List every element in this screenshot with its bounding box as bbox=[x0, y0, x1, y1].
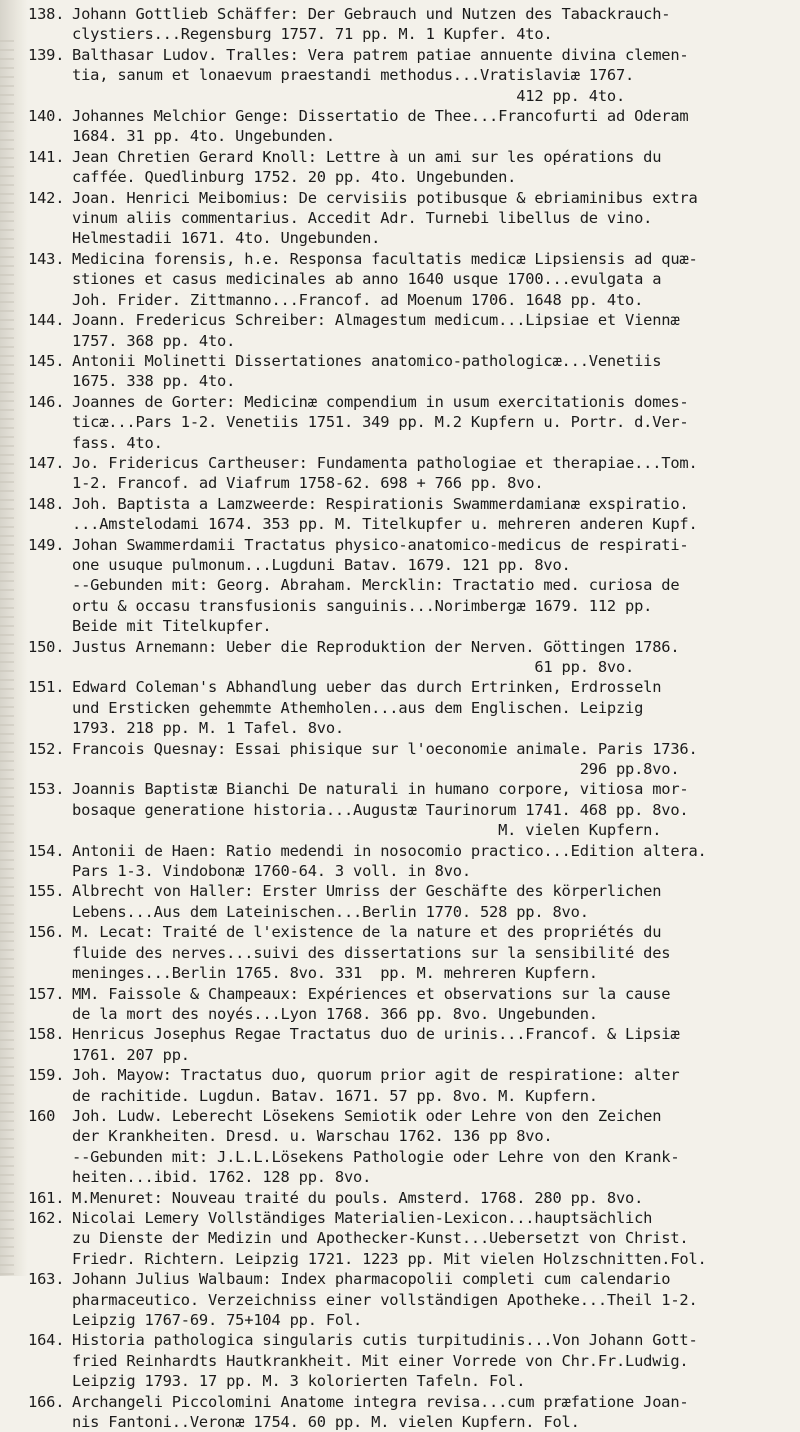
entry-number: 154. bbox=[28, 841, 65, 860]
entry-line: fluide des nerves...suivi des dissertations sur la sensibilité des bbox=[72, 943, 671, 962]
entry-line: heiten...ibid. 1762. 128 pp. 8vo. bbox=[72, 1168, 372, 1187]
entry-line: Joannes de Gorter: Medicinæ compendium in usum exercitationis domes- bbox=[72, 392, 689, 411]
entry-line: Medicina forensis, h.e. Responsa facultatis medicæ Lipsiensis ad quæ- bbox=[72, 249, 698, 268]
catalogue-entry bbox=[28, 1330, 798, 1391]
entry-line: vinum aliis commentarius. Accedit Adr. Turnebi libellus de vino. bbox=[72, 209, 653, 228]
catalogue-entry bbox=[28, 739, 798, 780]
entry-line: 412 pp. 4to. bbox=[72, 86, 626, 105]
entry-number: 164. bbox=[28, 1331, 65, 1350]
entry-text bbox=[72, 984, 798, 1025]
entry-line: bosaque generatione historia...Augustæ Taurinorum 1741. 468 pp. 8vo. bbox=[72, 800, 689, 819]
entry-number: 143. bbox=[28, 249, 65, 268]
entry-number: 152. bbox=[28, 739, 65, 758]
catalogue-entry bbox=[28, 494, 798, 535]
entry-number: 162. bbox=[28, 1208, 65, 1227]
entry-line: one usuque pulmonum...Lugduni Batav. 1679. 121 pp. 8vo. bbox=[72, 555, 571, 574]
catalogue-listing bbox=[28, 4, 798, 1432]
entry-line: meninges...Berlin 1765. 8vo. 331 pp. M. mehreren Kupfern. bbox=[72, 964, 598, 983]
entry-text bbox=[72, 779, 798, 840]
entry-line: Johan Swammerdamii Tractatus physico-anatomico-medicus de respirati- bbox=[72, 535, 689, 554]
entry-line: ...Amstelodami 1674. 353 pp. M. Titelkupfer u. mehreren anderen Kupf. bbox=[72, 515, 698, 534]
entry-line: Henricus Josephus Regae Tractatus duo de urinis...Francof. & Lipsiæ bbox=[72, 1025, 680, 1044]
entry-line: Joh. Baptista a Lamzweerde: Respirationis Swammerdamianæ exspiratio. bbox=[72, 494, 689, 513]
entry-line: clystiers...Regensburg 1757. 71 pp. M. 1 Kupfer. 4to. bbox=[72, 25, 553, 44]
catalogue-entry bbox=[28, 351, 798, 392]
entry-text bbox=[72, 249, 798, 310]
entry-number: 158. bbox=[28, 1025, 65, 1044]
catalogue-entry bbox=[28, 984, 798, 1025]
entry-line: 1684. 31 pp. 4to. Ungebunden. bbox=[72, 127, 335, 146]
entry-line: Antonii Molinetti Dissertationes anatomico-pathologicæ...Venetiis bbox=[72, 351, 662, 370]
entry-line: ortu & occasu transfusionis sanguinis...Norimbergæ 1679. 112 pp. bbox=[72, 596, 653, 615]
entry-text bbox=[72, 1065, 798, 1106]
entry-line: Archangeli Piccolomini Anatome integra revisa...cum præfatione Joan- bbox=[72, 1392, 689, 1411]
entry-line: M. Lecat: Traité de l'existence de la nature et des propriétés du bbox=[72, 923, 662, 942]
entry-text bbox=[72, 494, 798, 535]
entry-line: caffée. Quedlinburg 1752. 20 pp. 4to. Ungebunden. bbox=[72, 168, 517, 187]
entry-text bbox=[72, 188, 798, 249]
catalogue-entry bbox=[28, 249, 798, 310]
entry-number: 150. bbox=[28, 637, 65, 656]
entry-line: Balthasar Ludov. Tralles: Vera patrem patiae annuente divina clemen- bbox=[72, 45, 689, 64]
entry-line: Jo. Fridericus Cartheuser: Fundamenta pathologiae et therapiae...Tom. bbox=[72, 453, 698, 472]
entry-line: 1757. 368 pp. 4to. bbox=[72, 331, 236, 350]
entry-text bbox=[72, 45, 798, 106]
entry-line: Helmestadii 1671. 4to. Ungebunden. bbox=[72, 229, 381, 248]
entry-number: 159. bbox=[28, 1066, 65, 1085]
entry-text bbox=[72, 310, 798, 351]
entry-text bbox=[72, 147, 798, 188]
entry-number: 140. bbox=[28, 107, 65, 126]
entry-text bbox=[72, 453, 798, 494]
entry-text bbox=[72, 922, 798, 983]
catalogue-entry bbox=[28, 106, 798, 147]
entry-line: Joann. Fredericus Schreiber: Almagestum medicum...Lipsiae et Viennæ bbox=[72, 311, 680, 330]
entry-line: Edward Coleman's Abhandlung ueber das durch Ertrinken, Erdrosseln bbox=[72, 678, 662, 697]
entry-number: 148. bbox=[28, 494, 65, 513]
entry-number: 161. bbox=[28, 1188, 65, 1207]
entry-line: 61 pp. 8vo. bbox=[72, 658, 635, 676]
entry-line: der Krankheiten. Dresd. u. Warschau 1762. 136 pp 8vo. bbox=[72, 1127, 553, 1146]
entry-text bbox=[72, 535, 798, 637]
entry-text bbox=[72, 1269, 798, 1330]
entry-number: 146. bbox=[28, 392, 65, 411]
catalogue-entry bbox=[28, 45, 798, 106]
catalogue-entry bbox=[28, 392, 798, 453]
entry-line: Pars 1-3. Vindobonæ 1760-64. 3 voll. in 8vo. bbox=[72, 862, 471, 881]
entry-number: 163. bbox=[28, 1270, 65, 1289]
entry-text bbox=[72, 739, 798, 780]
entry-text bbox=[72, 392, 798, 453]
entry-line: zu Dienste der Medizin und Apothecker-Kunst...Uebersetzt von Christ. bbox=[72, 1229, 689, 1248]
entry-line: tia, sanum et lonaevum praestandi methodus...Vratislaviæ 1767. bbox=[72, 66, 635, 85]
entry-line: Albrecht von Haller: Erster Umriss der Geschäfte des körperlichen bbox=[72, 882, 662, 901]
entry-number: 160 bbox=[28, 1106, 56, 1125]
catalogue-entry bbox=[28, 841, 798, 882]
entry-line: Historia pathologica singularis cutis turpitudinis...Von Johann Gott- bbox=[72, 1331, 698, 1350]
entry-line: 296 pp.8vo. bbox=[72, 760, 680, 779]
entry-text bbox=[72, 881, 798, 922]
entry-number: 141. bbox=[28, 147, 65, 166]
catalogue-entry bbox=[28, 1269, 798, 1330]
entry-line: Leipzig 1793. 17 pp. M. 3 kolorierten Tafeln. Fol. bbox=[72, 1372, 526, 1391]
catalogue-entry bbox=[28, 453, 798, 494]
entry-line: Joannis Baptistæ Bianchi De naturali in humano corpore, vitiosa mor- bbox=[72, 780, 689, 799]
entry-text bbox=[72, 1024, 798, 1065]
entry-number: 157. bbox=[28, 984, 65, 1003]
entry-line: fass. 4to. bbox=[72, 433, 163, 452]
entry-line: Leipzig 1767-69. 75+104 pp. Fol. bbox=[72, 1311, 363, 1329]
entry-number: 153. bbox=[28, 780, 65, 799]
entry-number: 139. bbox=[28, 45, 65, 64]
catalogue-entry bbox=[28, 1188, 798, 1208]
entry-line: Friedr. Richtern. Leipzig 1721. 1223 pp. Mit vielen Holzschnitten.Fol. bbox=[72, 1249, 707, 1268]
entry-line: Johann Julius Walbaum: Index pharmacopolii completi cum calendario bbox=[72, 1270, 671, 1289]
entry-number: 151. bbox=[28, 678, 65, 697]
catalogue-entry bbox=[28, 922, 798, 983]
catalogue-entry bbox=[28, 188, 798, 249]
entry-text bbox=[72, 1392, 798, 1432]
entry-line: Joh. Mayow: Tractatus duo, quorum prior agit de respiratione: alter bbox=[72, 1066, 680, 1085]
entry-line: Johannes Melchior Genge: Dissertatio de Thee...Francofurti ad Oderam bbox=[72, 107, 689, 126]
entry-line: Beide mit Titelkupfer. bbox=[72, 617, 272, 636]
entry-line: Johann Gottlieb Schäffer: Der Gebrauch und Nutzen des Tabackrauch- bbox=[72, 5, 671, 23]
entry-line: M.Menuret: Nouveau traité du pouls. Amsterd. 1768. 280 pp. 8vo. bbox=[72, 1188, 644, 1207]
entry-text bbox=[72, 106, 798, 147]
entry-number: 155. bbox=[28, 882, 65, 901]
entry-number: 149. bbox=[28, 535, 65, 554]
entry-line: pharmaceutico. Verzeichniss einer vollständigen Apotheke...Theil 1-2. bbox=[72, 1290, 698, 1309]
entry-line: nis Fantoni..Veronæ 1754. 60 pp. M. vielen Kupfern. Fol. bbox=[72, 1413, 580, 1432]
catalogue-entry bbox=[28, 677, 798, 738]
page-edge-marks bbox=[0, 40, 14, 1276]
entry-line: und Ersticken gehemmte Athemholen...aus dem Englischen. Leipzig bbox=[72, 698, 644, 717]
entry-number: 142. bbox=[28, 188, 65, 207]
entry-text bbox=[72, 4, 798, 45]
entry-line: 1-2. Francof. ad Viafrum 1758-62. 698 + 766 pp. 8vo. bbox=[72, 474, 544, 493]
entry-line: Joh. Frider. Zittmanno...Francof. ad Moenum 1706. 1648 pp. 4to. bbox=[72, 290, 644, 309]
entry-text bbox=[72, 1330, 798, 1391]
catalogue-entry bbox=[28, 310, 798, 351]
entry-number: 138. bbox=[28, 5, 65, 23]
entry-line: MM. Faissole & Champeaux: Expériences et observations sur la cause bbox=[72, 984, 671, 1003]
catalogue-entry bbox=[28, 637, 798, 678]
catalogue-entry bbox=[28, 881, 798, 922]
entry-line: fried Reinhardts Hautkrankheit. Mit einer Vorrede von Chr.Fr.Ludwig. bbox=[72, 1351, 689, 1370]
catalogue-entry bbox=[28, 1392, 798, 1432]
entry-text bbox=[72, 1106, 798, 1188]
entry-text bbox=[72, 1188, 798, 1208]
catalogue-entry bbox=[28, 1106, 798, 1188]
entry-line: Joan. Henrici Meibomius: De cervisiis potibusque & ebriaminibus extra bbox=[72, 188, 698, 207]
entry-line: Lebens...Aus dem Lateinischen...Berlin 1770. 528 pp. 8vo. bbox=[72, 902, 589, 921]
catalogue-entry bbox=[28, 535, 798, 637]
entry-number: 147. bbox=[28, 453, 65, 472]
entry-number: 145. bbox=[28, 351, 65, 370]
entry-number: 166. bbox=[28, 1392, 65, 1411]
catalogue-entry bbox=[28, 779, 798, 840]
entry-text bbox=[72, 637, 798, 678]
entry-line: Francois Quesnay: Essai phisique sur l'oeconomie animale. Paris 1736. bbox=[72, 739, 698, 758]
entry-line: de rachitide. Lugdun. Batav. 1671. 57 pp. 8vo. M. Kupfern. bbox=[72, 1086, 598, 1105]
entry-number: 156. bbox=[28, 923, 65, 942]
entry-text bbox=[72, 841, 798, 882]
entry-text bbox=[72, 351, 798, 392]
entry-line: --Gebunden mit: Georg. Abraham. Mercklin: Tractatio med. curiosa de bbox=[72, 576, 680, 595]
entry-line: 1793. 218 pp. M. 1 Tafel. 8vo. bbox=[72, 719, 344, 738]
entry-text bbox=[72, 1208, 798, 1269]
entry-line: Justus Arnemann: Ueber die Reproduktion der Nerven. Göttingen 1786. bbox=[72, 637, 680, 656]
entry-line: stiones et casus medicinales ab anno 1640 usque 1700...evulgata a bbox=[72, 270, 662, 289]
entry-line: Jean Chretien Gerard Knoll: Lettre à un ami sur les opérations du bbox=[72, 147, 662, 166]
catalogue-entry bbox=[28, 1208, 798, 1269]
entry-number: 144. bbox=[28, 311, 65, 330]
entry-line: Antonii de Haen: Ratio medendi in nosocomio practico...Edition altera. bbox=[72, 841, 707, 860]
entry-line: de la mort des noyés...Lyon 1768. 366 pp. 8vo. Ungebunden. bbox=[72, 1004, 598, 1023]
catalogue-entry bbox=[28, 147, 798, 188]
entry-line: ticæ...Pars 1-2. Venetiis 1751. 349 pp. M.2 Kupfern u. Portr. d.Ver- bbox=[72, 413, 689, 432]
entry-line: M. vielen Kupfern. bbox=[72, 821, 662, 840]
catalogue-entry bbox=[28, 1065, 798, 1106]
catalogue-entry bbox=[28, 4, 798, 45]
catalogue-entry bbox=[28, 1024, 798, 1065]
entry-line: 1761. 207 pp. bbox=[72, 1045, 190, 1064]
entry-line: --Gebunden mit: J.L.L.Lösekens Pathologie oder Lehre von den Krank- bbox=[72, 1147, 680, 1166]
entry-text bbox=[72, 677, 798, 738]
entry-line: Joh. Ludw. Leberecht Lösekens Semiotik oder Lehre von den Zeichen bbox=[72, 1106, 662, 1125]
entry-line: Nicolai Lemery Vollständiges Materialien-Lexicon...hauptsächlich bbox=[72, 1208, 653, 1227]
entry-line: 1675. 338 pp. 4to. bbox=[72, 372, 236, 391]
